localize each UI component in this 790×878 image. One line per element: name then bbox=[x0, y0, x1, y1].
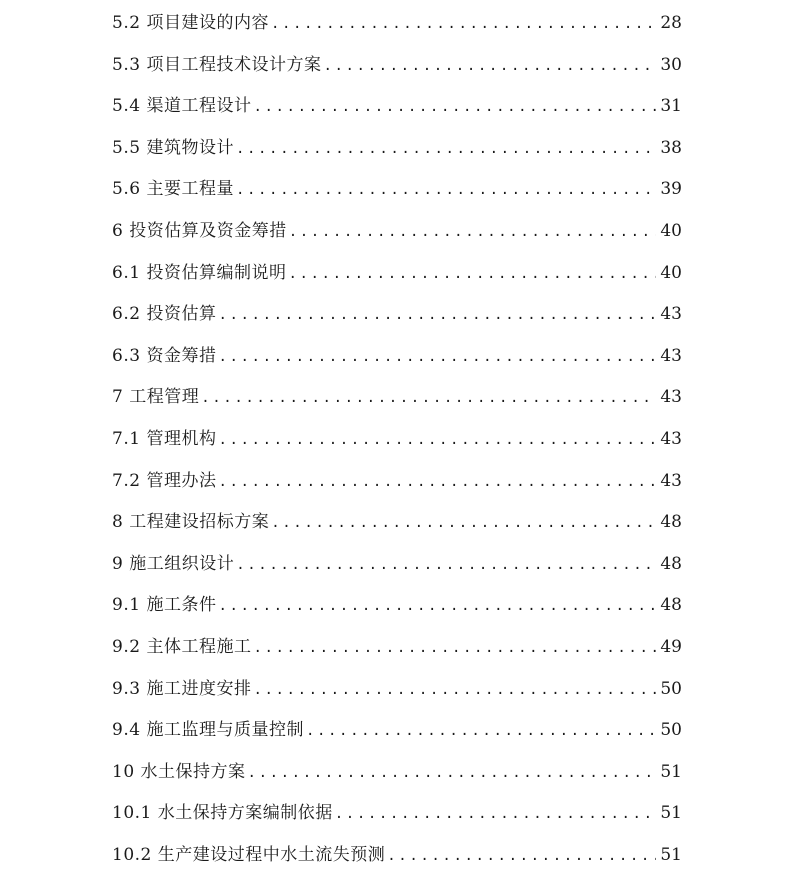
toc-entry-page: 43 bbox=[660, 346, 682, 366]
toc-entry-8[interactable] bbox=[112, 507, 682, 537]
toc-entry-title: 6 投资估算及资金筹措 bbox=[112, 221, 287, 241]
toc-entry-5-2[interactable] bbox=[112, 8, 682, 38]
toc-entry-5-6[interactable] bbox=[112, 174, 682, 204]
toc-entry-title: 6.1 投资估算编制说明 bbox=[112, 263, 287, 283]
toc-entry-9[interactable] bbox=[112, 549, 682, 579]
toc-entry-page: 43 bbox=[660, 471, 682, 491]
dot-leader bbox=[218, 467, 656, 497]
toc-entry-5-5[interactable] bbox=[112, 133, 682, 163]
dot-leader bbox=[387, 841, 656, 871]
toc-entry-page: 39 bbox=[660, 179, 682, 199]
toc-entry-title: 9 施工组织设计 bbox=[112, 554, 235, 574]
toc-entry-title: 9.4 施工监理与质量控制 bbox=[112, 720, 304, 740]
toc-entry-page: 43 bbox=[660, 304, 682, 324]
toc-entry-5-4[interactable] bbox=[112, 91, 682, 121]
toc-entry-page: 51 bbox=[660, 845, 682, 865]
toc-entry-10-2[interactable] bbox=[112, 840, 682, 870]
toc-entry-7[interactable] bbox=[112, 382, 682, 412]
toc-entry-page: 40 bbox=[660, 221, 682, 241]
dot-leader bbox=[248, 758, 656, 788]
toc-entry-title: 9.3 施工进度安排 bbox=[112, 679, 252, 699]
dot-leader bbox=[236, 550, 656, 580]
toc-entry-page: 51 bbox=[660, 762, 682, 782]
dot-leader bbox=[218, 425, 656, 455]
dot-leader bbox=[306, 716, 656, 746]
toc-entry-title: 10.1 水土保持方案编制依据 bbox=[112, 803, 333, 823]
dot-leader bbox=[323, 51, 656, 81]
toc-entry-title: 6.2 投资估算 bbox=[112, 304, 217, 324]
toc-entry-page: 49 bbox=[660, 637, 682, 657]
dot-leader bbox=[335, 799, 656, 829]
toc-entry-6-3[interactable] bbox=[112, 341, 682, 371]
toc-entry-9-4[interactable] bbox=[112, 715, 682, 745]
dot-leader bbox=[218, 300, 656, 330]
toc-entry-7-2[interactable] bbox=[112, 466, 682, 496]
toc-entry-title: 9.1 施工条件 bbox=[112, 595, 217, 615]
dot-leader bbox=[253, 633, 656, 663]
dot-leader bbox=[236, 134, 656, 164]
toc-entry-9-3[interactable] bbox=[112, 674, 682, 704]
toc-entry-7-1[interactable] bbox=[112, 424, 682, 454]
toc-entry-page: 48 bbox=[660, 595, 682, 615]
toc-entry-title: 7.2 管理办法 bbox=[112, 471, 217, 491]
toc-entry-title: 5.5 建筑物设计 bbox=[112, 138, 234, 158]
dot-leader bbox=[288, 259, 656, 289]
toc-entry-9-1[interactable] bbox=[112, 590, 682, 620]
toc-entry-page: 48 bbox=[660, 512, 682, 532]
toc-entry-10-1[interactable] bbox=[112, 798, 682, 828]
toc-entry-page: 48 bbox=[660, 554, 682, 574]
dot-leader bbox=[253, 675, 656, 705]
toc-entry-6-1[interactable] bbox=[112, 258, 682, 288]
toc-entry-5-3[interactable] bbox=[112, 50, 682, 80]
dot-leader bbox=[271, 9, 656, 39]
toc-entry-page: 43 bbox=[660, 387, 682, 407]
toc-entry-9-2[interactable] bbox=[112, 632, 682, 662]
dot-leader bbox=[271, 508, 656, 538]
toc-entry-title: 5.4 渠道工程设计 bbox=[112, 96, 252, 116]
toc-entry-title: 7 工程管理 bbox=[112, 387, 200, 407]
toc-entry-page: 50 bbox=[660, 720, 682, 740]
toc-entry-page: 50 bbox=[660, 679, 682, 699]
dot-leader bbox=[218, 591, 656, 621]
toc-entry-title: 10.2 生产建设过程中水土流失预测 bbox=[112, 845, 386, 865]
toc-entry-6[interactable] bbox=[112, 216, 682, 246]
toc-entry-page: 28 bbox=[660, 13, 682, 33]
toc-entry-title: 5.3 项目工程技术设计方案 bbox=[112, 55, 322, 75]
dot-leader bbox=[201, 383, 656, 413]
dot-leader bbox=[236, 175, 656, 205]
toc-entry-page: 40 bbox=[660, 263, 682, 283]
dot-leader bbox=[218, 342, 656, 372]
toc-entry-title: 7.1 管理机构 bbox=[112, 429, 217, 449]
toc-entry-page: 31 bbox=[660, 96, 682, 116]
toc-entry-title: 10 水土保持方案 bbox=[112, 762, 246, 782]
toc-entry-page: 43 bbox=[660, 429, 682, 449]
dot-leader bbox=[289, 217, 656, 247]
toc-entry-title: 5.6 主要工程量 bbox=[112, 179, 234, 199]
toc-entry-6-2[interactable] bbox=[112, 299, 682, 329]
toc-entry-title: 9.2 主体工程施工 bbox=[112, 637, 252, 657]
toc-entry-title: 6.3 资金筹措 bbox=[112, 346, 217, 366]
toc-entry-title: 8 工程建设招标方案 bbox=[112, 512, 270, 532]
toc-entry-page: 30 bbox=[660, 55, 682, 75]
toc-entry-page: 38 bbox=[660, 138, 682, 158]
dot-leader bbox=[253, 92, 656, 122]
toc-entry-10[interactable] bbox=[112, 757, 682, 787]
toc-entry-title: 5.2 项目建设的内容 bbox=[112, 13, 269, 33]
toc-entry-page: 51 bbox=[660, 803, 682, 823]
